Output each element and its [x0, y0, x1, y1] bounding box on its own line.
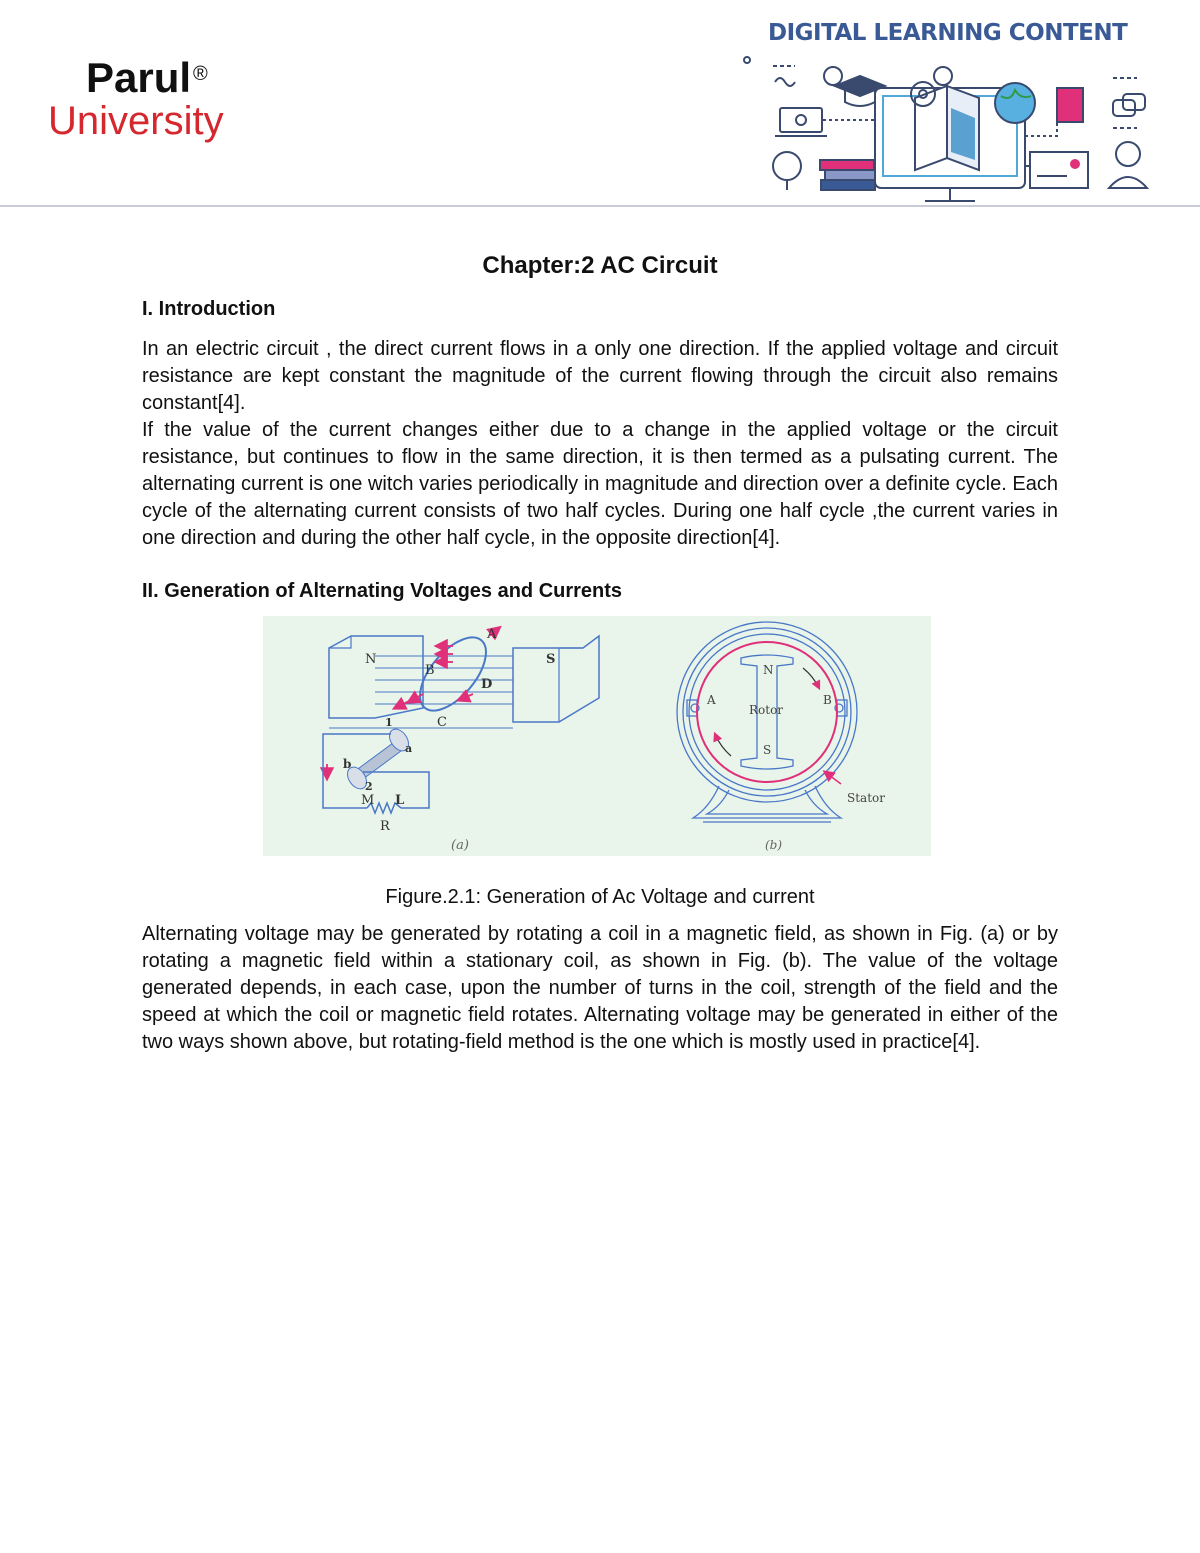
- external-circuit: [323, 734, 429, 808]
- notebook-icon: [1057, 88, 1083, 122]
- label-a-small: a: [405, 742, 413, 755]
- panel-a-coil-generator: [323, 626, 599, 853]
- terminal-label-b: B: [823, 693, 832, 707]
- books-icon: [820, 160, 874, 170]
- label-s: S: [546, 652, 556, 667]
- section-heading-generation: II. Generation of Alternating Voltages and Currents: [142, 580, 623, 602]
- rotor-label: Rotor: [749, 703, 784, 717]
- person-icon: [1116, 142, 1140, 166]
- figure-caption: Figure.2.1: Generation of Ac Voltage and current: [385, 886, 815, 908]
- stator-label: Stator: [847, 791, 885, 805]
- rotating-coil: [408, 626, 498, 722]
- label-l: L: [395, 793, 405, 808]
- south-pole-block: [513, 636, 599, 722]
- label-b-small: b: [343, 757, 352, 771]
- intro-paragraph-2: If the value of the current changes either due to a change in the applied voltage or the circuit resistance, but continues to flow in the same direction, it is then termed as a pulsating current. The alternating current is one witch varies periodically in magnitude and direction over a definite cycle. Each cycle of the alternating current consists of two half cycles. During one half cycle ,the current varies in one direction and during the other half cycle, in the opposite direction[4].: [142, 419, 1058, 549]
- ac-generation-diagram: [263, 616, 931, 856]
- subfigure-b-label: (b): [765, 838, 783, 852]
- label-b: B: [425, 663, 435, 678]
- logo-university: University: [48, 99, 224, 143]
- subfigure-a-label: (a): [451, 838, 469, 853]
- laptop-icon: [780, 108, 822, 132]
- header-divider: [0, 205, 1200, 207]
- certificate-icon: [1030, 152, 1088, 188]
- world-icon: [773, 152, 801, 180]
- label-2: 2: [365, 780, 373, 793]
- label-1: 1: [385, 716, 393, 729]
- panel-b-rotating-field: [677, 622, 885, 852]
- chapter-title: Chapter:2 AC Circuit: [482, 252, 718, 279]
- rotor-label-s: S: [763, 743, 772, 757]
- label-r: R: [380, 819, 390, 834]
- page-content: [142, 248, 1058, 1056]
- banner-title: DIGITAL LEARNING CONTENT: [768, 20, 1128, 46]
- generation-paragraph: Alternating voltage may be generated by rotating a coil in a magnetic field, as shown in Fig. (a) or by rotating a magnetic field within a stationary coil, as shown in Fig. (b). The value of the voltage generated depends, in each case, upon the number of turns in the coil, strength of the field and the speed at which the coil or magnetic field rotates. Alternating voltage may be generated in either of the two ways shown above, but rotating-field method is the one which is mostly used in practice[4].: [142, 923, 1058, 1053]
- label-n: N: [365, 652, 377, 667]
- digital-learning-illustration: [725, 48, 1165, 206]
- book-icon: [915, 86, 947, 170]
- terminal-label-a: A: [707, 693, 716, 707]
- registered-mark: ®: [193, 63, 208, 85]
- label-c: C: [437, 715, 447, 730]
- section-heading-introduction: I. Introduction: [142, 298, 276, 320]
- grade-badge-icon: [824, 67, 842, 85]
- rotor-label-n: N: [763, 663, 774, 677]
- university-logo: [48, 56, 224, 142]
- generation-figure: [263, 616, 931, 856]
- label-a: A: [487, 627, 497, 642]
- label-m: M: [361, 793, 375, 808]
- page-header: [0, 0, 1200, 206]
- intro-paragraph-1: In an electric circuit , the direct current flows in a only one direction. If the applied voltage and circuit resistance are kept constant the magnitude of the current flowing through the circuit also remains constant[4].: [142, 338, 1058, 414]
- label-d: D: [481, 677, 493, 692]
- logo-parul: Parul: [86, 54, 192, 101]
